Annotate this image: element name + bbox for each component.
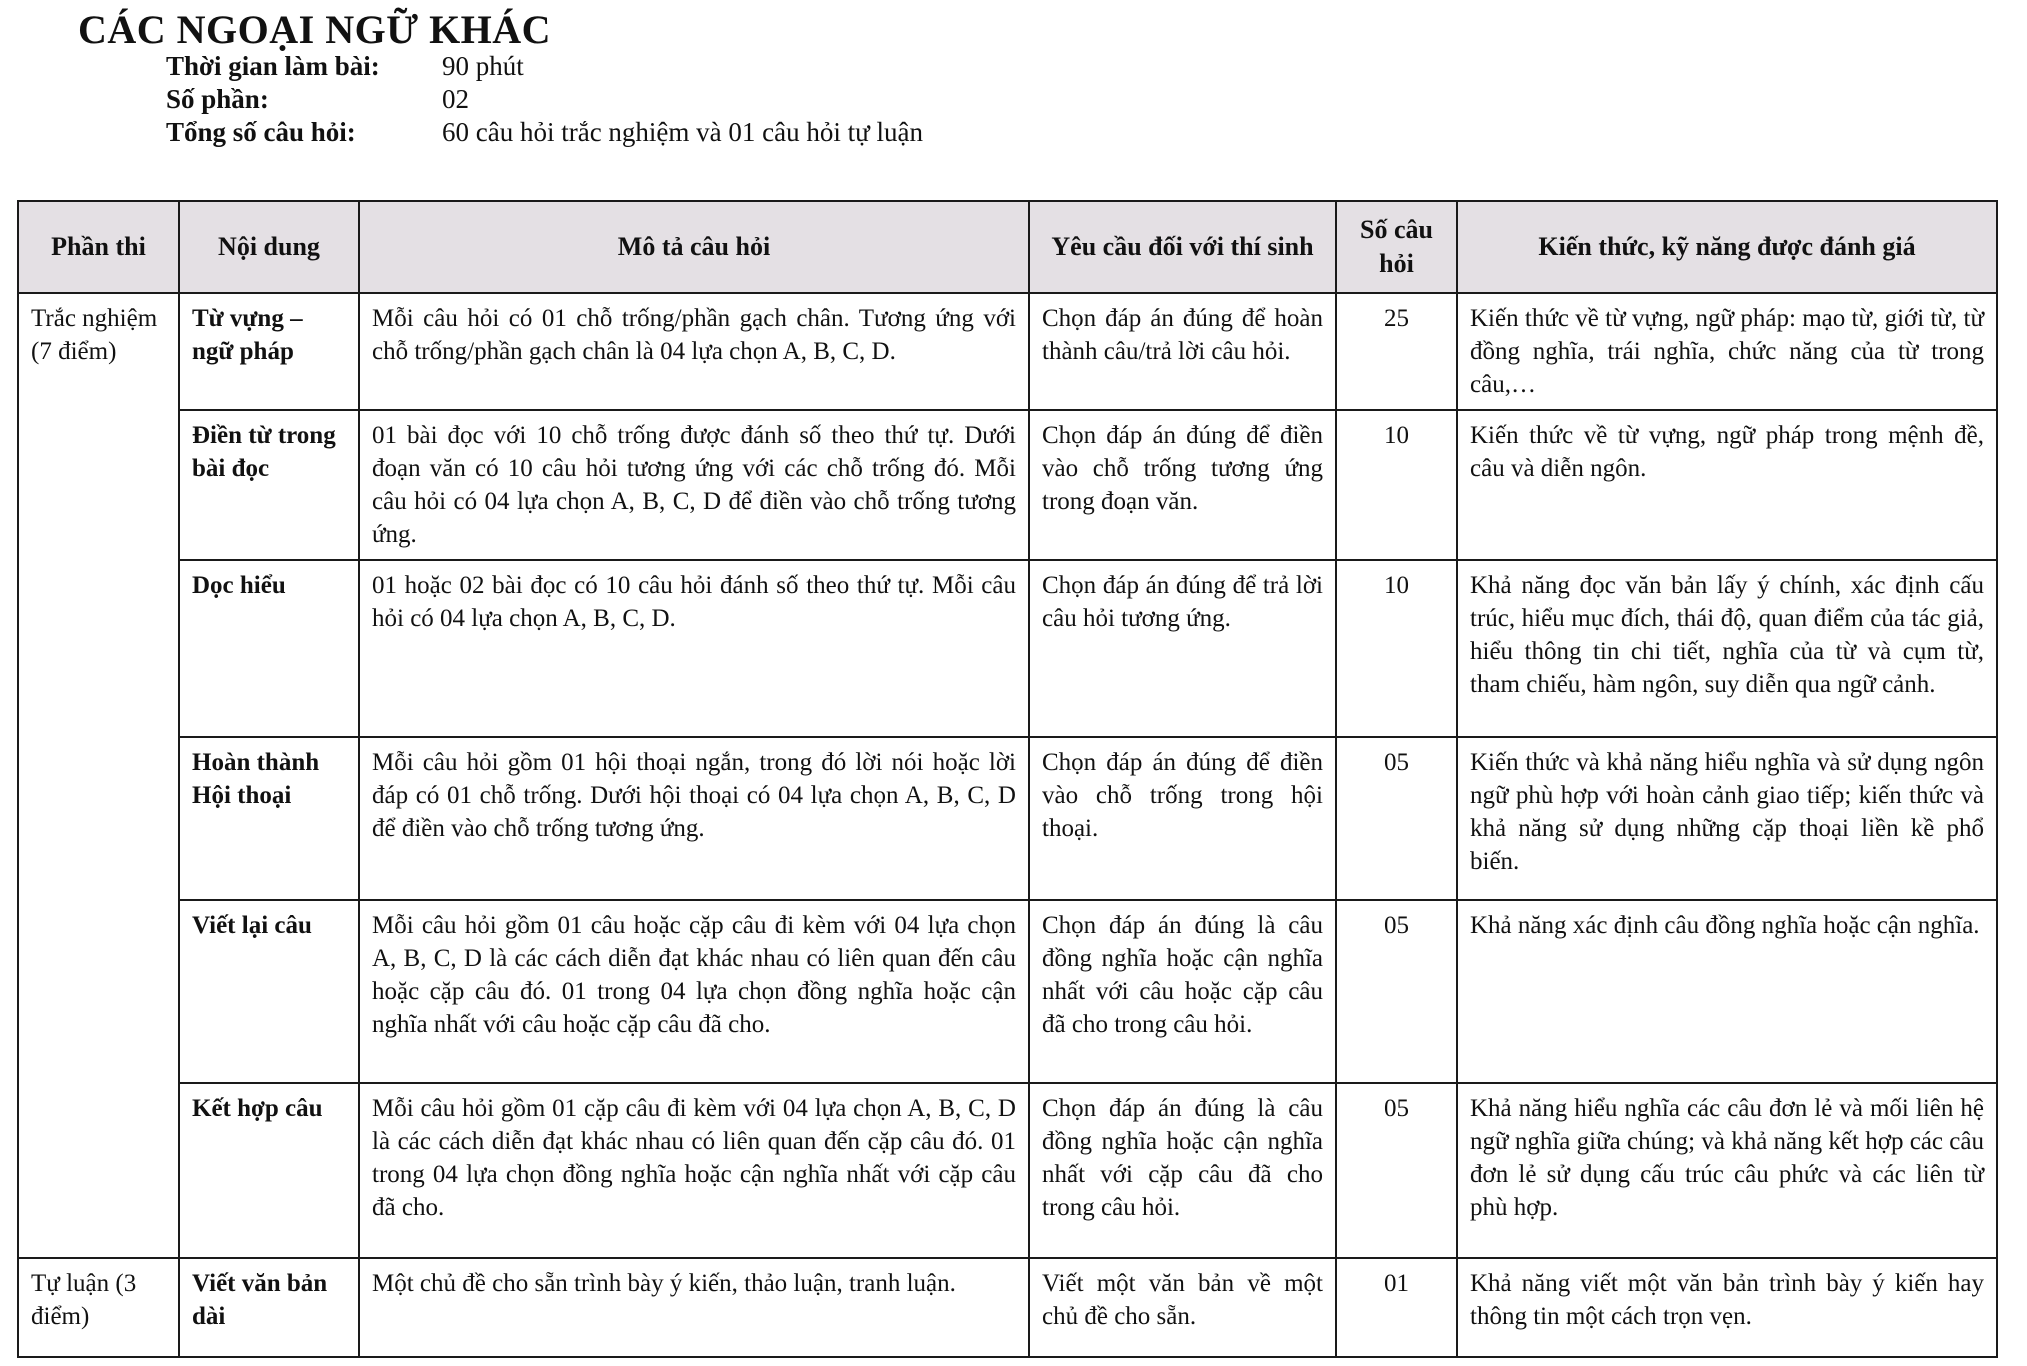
header-description: Mô tả câu hỏi [359,201,1029,293]
part-cell: Tự luận (3 điểm) [18,1258,179,1357]
requirement-cell: Chọn đáp án đúng là câu đồng nghĩa hoặc cận nghĩa nhất với cặp câu đã cho trong câu hỏi. [1029,1083,1336,1258]
description-cell: Mỗi câu hỏi gồm 01 câu hoặc cặp câu đi kèm với 04 lựa chọn A, B, C, D là các cách diễn đạt khác nhau có liên quan đến câu hoặc cặp câu đó. 01 trong 04 lựa chọn đồng nghĩa hoặc cận nghĩa nhất với câu hoặc cặp câu đã cho. [359,900,1029,1083]
requirement-cell: Chọn đáp án đúng là câu đồng nghĩa hoặc cận nghĩa nhất với câu hoặc cặp câu đã cho trong câu hỏi. [1029,900,1336,1083]
header-part: Phần thi [18,201,179,293]
content-cell: Từ vựng – ngữ pháp [179,293,359,410]
meta-value: 90 phút [442,51,524,81]
count-cell: 01 [1336,1258,1457,1357]
content-cell: Viết lại câu [179,900,359,1083]
description-cell: Mỗi câu hỏi có 01 chỗ trống/phần gạch chân. Tương ứng với chỗ trống/phần gạch chân là 04 lựa chọn A, B, C, D. [359,293,1029,410]
description-cell: Mỗi câu hỏi gồm 01 hội thoại ngắn, trong đó lời nói hoặc lời đáp có 01 chỗ trống. Dưới hội thoại có 04 lựa chọn A, B, C, D để điền vào chỗ trống tương ứng. [359,737,1029,900]
table-row [18,560,1997,737]
part-cell: Trắc nghiệm (7 điểm) [18,293,179,1258]
table-row [18,900,1997,1083]
requirement-cell: Viết một văn bản về một chủ đề cho sẵn. [1029,1258,1336,1357]
requirement-cell: Chọn đáp án đúng để trả lời câu hỏi tương ứng. [1029,560,1336,737]
table-header-row [18,201,1997,293]
table-row [18,1083,1997,1258]
meta-label: Tổng số câu hỏi: [166,117,356,147]
skills-cell: Kiến thức về từ vựng, ngữ pháp: mạo từ, giới từ, từ đồng nghĩa, trái nghĩa, chức năng của từ trong câu,… [1457,293,1997,410]
requirement-cell: Chọn đáp án đúng để điền vào chỗ trống tương ứng trong đoạn văn. [1029,410,1336,560]
meta-label: Số phần: [166,84,269,114]
content-cell: Điền từ trong bài đọc [179,410,359,560]
table-row [18,1258,1997,1357]
count-cell: 10 [1336,560,1457,737]
description-cell: Một chủ đề cho sẵn trình bày ý kiến, thảo luận, tranh luận. [359,1258,1029,1357]
requirement-cell: Chọn đáp án đúng để hoàn thành câu/trả lời câu hỏi. [1029,293,1336,410]
skills-cell: Khả năng xác định câu đồng nghĩa hoặc cận nghĩa. [1457,900,1997,1083]
meta-label: Thời gian làm bài: [166,51,380,81]
header-skills: Kiến thức, kỹ năng được đánh giá [1457,201,1997,293]
meta-value: 02 [442,84,469,114]
table-row [18,410,1997,560]
description-cell: 01 bài đọc với 10 chỗ trống được đánh số theo thứ tự. Dưới đoạn văn có 10 câu hỏi tương ứng với các chỗ trống đó. Mỗi câu hỏi có 04 lựa chọn A, B, C, D để điền vào chỗ trống tương ứng. [359,410,1029,560]
content-cell: Dọc hiểu [179,560,359,737]
skills-cell: Khả năng viết một văn bản trình bày ý kiến hay thông tin một cách trọn vẹn. [1457,1258,1997,1357]
count-cell: 05 [1336,1083,1457,1258]
skills-cell: Khả năng đọc văn bản lấy ý chính, xác định cấu trúc, hiểu mục đích, thái độ, quan điểm của tác giả, hiểu thông tin chi tiết, nghĩa của từ và cụm từ, tham chiếu, hàm ngôn, suy diễn qua ngữ cảnh. [1457,560,1997,737]
meta-total-questions [166,116,923,149]
skills-cell: Kiến thức về từ vựng, ngữ pháp trong mệnh đề, câu và diễn ngôn. [1457,410,1997,560]
count-cell: 25 [1336,293,1457,410]
content-cell: Kết hợp câu [179,1083,359,1258]
requirement-cell: Chọn đáp án đúng để điền vào chỗ trống trong hội thoại. [1029,737,1336,900]
exam-meta [166,50,923,149]
meta-value: 60 câu hỏi trắc nghiệm và 01 câu hỏi tự luận [442,117,923,147]
skills-cell: Khả năng hiểu nghĩa các câu đơn lẻ và mối liên hệ ngữ nghĩa giữa chúng; và khả năng kết hợp các câu đơn lẻ sử dụng cấu trúc câu phức và các liên từ phù hợp. [1457,1083,1997,1258]
meta-parts [166,83,923,116]
content-cell: Hoàn thành Hội thoại [179,737,359,900]
header-requirement: Yêu cầu đối với thí sinh [1029,201,1336,293]
count-cell: 10 [1336,410,1457,560]
count-cell: 05 [1336,900,1457,1083]
description-cell: Mỗi câu hỏi gồm 01 cặp câu đi kèm với 04 lựa chọn A, B, C, D là các cách diễn đạt khác nhau có liên quan đến cặp câu đó. 01 trong 04 lựa chọn đồng nghĩa hoặc cận nghĩa nhất với cặp câu đã cho. [359,1083,1029,1258]
description-cell: 01 hoặc 02 bài đọc có 10 câu hỏi đánh số theo thứ tự. Mỗi câu hỏi có 04 lựa chọn A, B, C, D. [359,560,1029,737]
table-row [18,293,1997,410]
content-cell: Viết văn bản dài [179,1258,359,1357]
header-count: Số câu hỏi [1336,201,1457,293]
table-row [18,737,1997,900]
exam-spec-table [17,200,1998,1358]
count-cell: 05 [1336,737,1457,900]
meta-duration [166,50,923,83]
document-title: CÁC NGOẠI NGỮ KHÁC [78,7,552,52]
skills-cell: Kiến thức và khả năng hiểu nghĩa và sử dụng ngôn ngữ phù hợp với hoàn cảnh giao tiếp; kiến thức và khả năng sử dụng những cặp thoại liền kề phổ biến. [1457,737,1997,900]
header-content: Nội dung [179,201,359,293]
